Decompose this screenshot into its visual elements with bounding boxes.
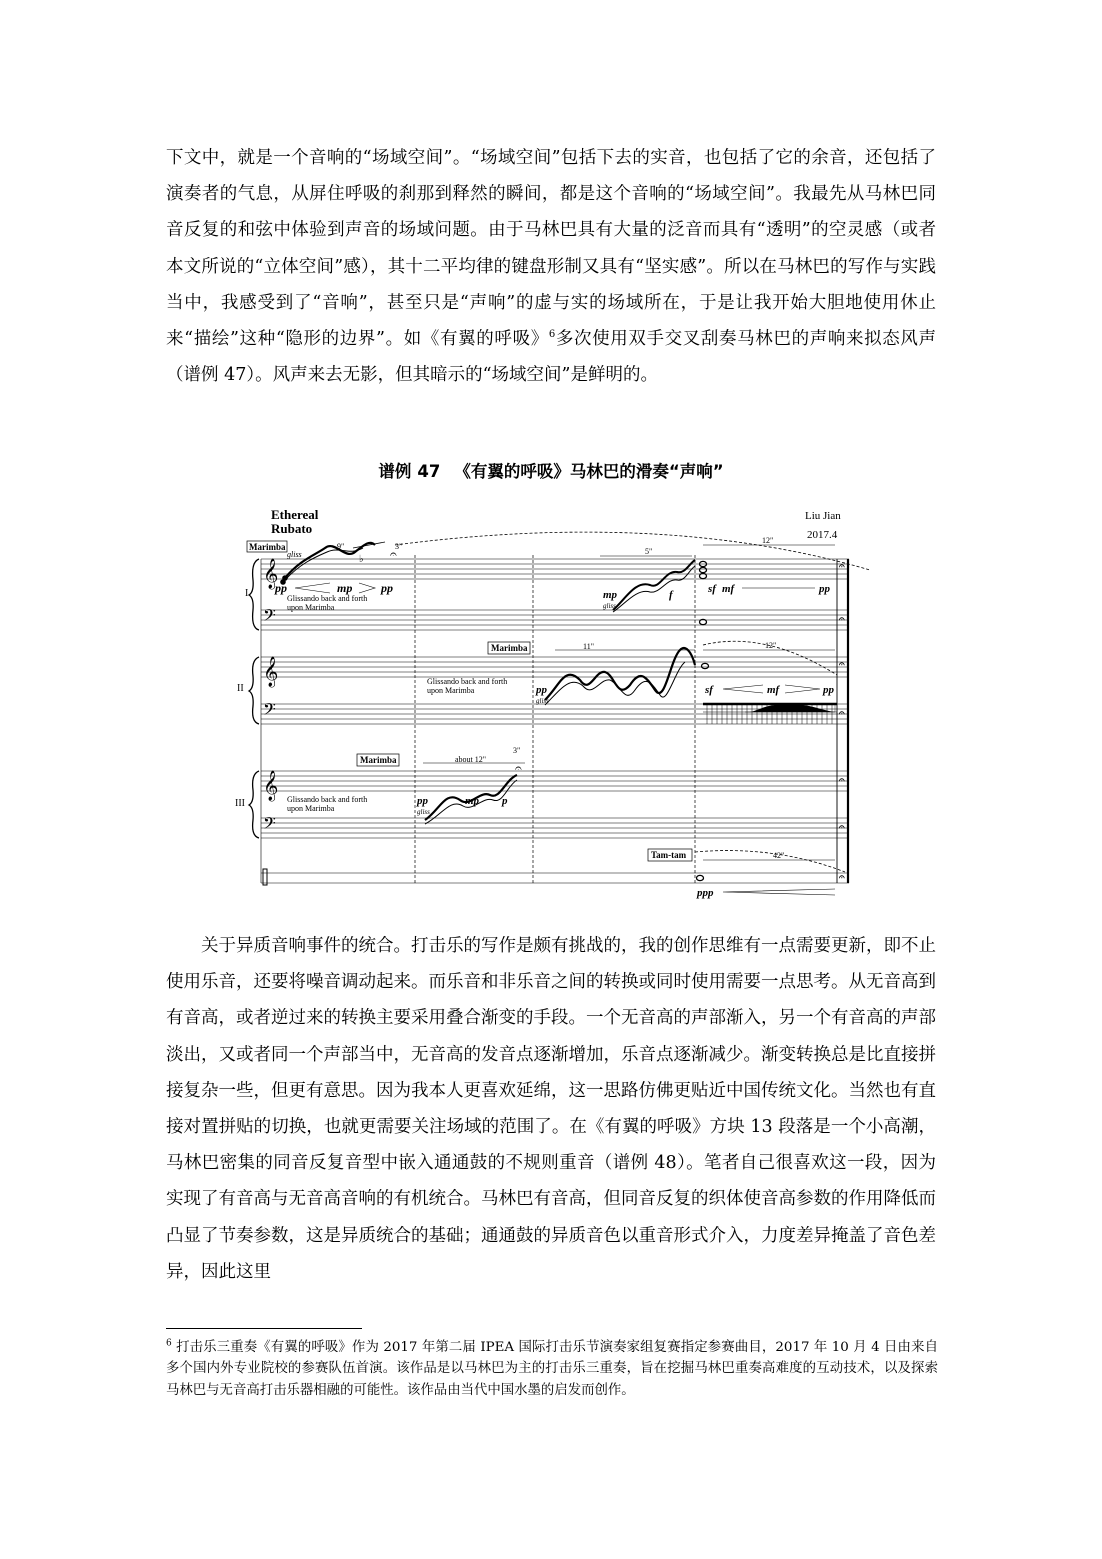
svg-text:𝄐: 𝄐 [839, 708, 845, 719]
svg-text:12": 12" [765, 641, 777, 650]
tempo-marking-ethereal: Ethereal [271, 507, 319, 522]
part1-section3-gesture [600, 547, 695, 612]
footnote-reference[interactable]: 6 [548, 329, 556, 341]
instrument-label-tamtam [648, 849, 692, 861]
svg-text:mp: mp [603, 589, 618, 601]
paragraph-text-continued: 多次使用双手交叉刮奏马林巴的声响来拟态风声（谱例 47）。风声来去无影，但其暗示的“场域空间”是鲜明的。 [166, 329, 936, 386]
svg-text:Tam-tam: Tam-tam [651, 850, 687, 860]
bass-clef-icon: 𝄢 [263, 815, 276, 837]
part2-section4-tremolo [702, 641, 838, 724]
instrument-label-marimba-1 [247, 541, 287, 552]
svg-text:pp: pp [417, 795, 428, 807]
svg-text:42": 42" [773, 851, 785, 860]
part1-section4-chord [700, 536, 836, 625]
svg-text:9": 9" [337, 542, 345, 551]
svg-text:Glissando back and forth: Glissando back and forth [287, 594, 368, 603]
svg-text:sf: sf [708, 583, 716, 595]
footnote [166, 1337, 938, 1401]
svg-text:pp: pp [275, 581, 287, 595]
body-paragraph-2 [166, 928, 936, 1290]
svg-text:ppp: ppp [697, 887, 714, 899]
svg-text:mp: mp [465, 795, 480, 807]
caption-label: 谱例 [378, 462, 412, 481]
body-paragraph-1 [166, 140, 936, 393]
svg-text:gliss: gliss [417, 808, 430, 816]
part2-gliss-instruction [427, 677, 507, 695]
svg-text:gliss: gliss [603, 602, 616, 610]
instrument-label-marimba-3 [357, 754, 399, 766]
composer-name: Liu Jian [805, 510, 841, 522]
braces [249, 559, 259, 838]
svg-text:upon Marimba: upon Marimba [427, 686, 475, 695]
svg-text:Glissando back and forth: Glissando back and forth [427, 677, 508, 686]
svg-text:f: f [669, 589, 673, 601]
svg-text:11": 11" [583, 642, 594, 651]
svg-text:𝄐: 𝄐 [839, 561, 845, 572]
svg-text:♭: ♭ [359, 554, 364, 565]
svg-text:𝄐: 𝄐 [515, 761, 522, 775]
svg-text:pp: pp [536, 684, 547, 696]
svg-text:upon Marimba: upon Marimba [287, 603, 335, 612]
part2-glissando-gesture [535, 642, 695, 705]
svg-text:p: p [502, 795, 508, 807]
treble-clef-icon: 𝄞 [263, 657, 279, 686]
part1-glissando-gesture [280, 542, 402, 585]
footnote-number: 6 [166, 1338, 172, 1349]
svg-text:3": 3" [513, 746, 521, 755]
fermata-arc-top [395, 532, 870, 570]
part3-glissando-gesture [416, 746, 525, 824]
svg-text:sf: sf [705, 684, 713, 696]
svg-text:𝄐: 𝄐 [390, 547, 397, 561]
tamtam-part [695, 851, 845, 899]
svg-text:gliss: gliss [287, 550, 302, 559]
svg-text:about 12": about 12" [455, 755, 487, 764]
svg-text:5": 5" [645, 547, 653, 556]
svg-text:Marimba: Marimba [249, 542, 286, 552]
svg-text:mp: mp [337, 581, 353, 595]
svg-text:12": 12" [762, 536, 774, 545]
figure-caption [0, 458, 1102, 482]
svg-text:Glissando back and forth: Glissando back and forth [287, 795, 368, 804]
svg-text:pp: pp [819, 583, 830, 595]
part-label-2: II [237, 683, 244, 694]
clefs [263, 558, 278, 837]
paragraph-text: 下文中，就是一个音响的“场域空间”。“场域空间”包括下去的实音，也包括了它的余音，还包括了演奏者的气息，从屏住呼吸的刹那到释然的瞬间，都是这个音响的“场域空间”。我最先从马林巴同音反复的和弦中体验到声音的场域问题。由于马林巴具有大量的泛音而具有“透明”的空灵感（或者本文所说的“立体空间”感），其十二平均律的键盘形制又具有“坚实感”。所以在马林巴的写作与实践当中，我感受到了“音响”，甚至只是“声响”的虚与实的场域所在，于是让我开始大胆地使用休止来“描绘”这种“隐形的边界”。如《有翼的呼吸》 [166, 148, 936, 350]
caption-title: 《有翼的呼吸》马林巴的滑奏“声响” [454, 462, 724, 481]
svg-text:upon Marimba: upon Marimba [287, 804, 335, 813]
svg-text:mf: mf [722, 583, 735, 595]
staff-system [261, 559, 849, 883]
svg-text:Marimba: Marimba [491, 643, 528, 653]
svg-text:𝄐: 𝄐 [839, 659, 845, 670]
part-label-3: III [235, 798, 245, 809]
paragraph-text: 关于异质音响事件的统合。打击乐的写作是颇有挑战的，我的创作思维有一点需要更新，即不止使用乐音，还要将噪音调动起来。而乐音和非乐音之间的转换或同时使用需要一点思考。从无音高到有音高，或者逆过来的转换主要采用叠合渐变的手段。一个无音高的声部渐入，另一个有音高的声部淡出，又或者同一个声部当中，无音高的发音点逐渐增加，乐音点逐渐减少。渐变转换总是比直接拼接复杂一些，但更有意思。因为我本人更喜欢延绵，这一思路仿佛更贴近中国传统文化。当然也有直接对置拼贴的切换，也就更需要关注场域的范围了。在《有翼的呼吸》方块 13 段落是一个小高潮，马林巴密集的同音反复音型中嵌入通通鼓的不规则重音（谱例 48）。笔者自己很喜欢这一段，因为实现了有音高与无音高音响的有机统合。马林巴有音高，但同音反复的织体使音高参数的作用降低而凸显了节奏参数，这是异质统合的基础；通通鼓的异质音色以重音形式介入，力度差异掩盖了音色差异，因此这里 [166, 936, 936, 1282]
part1-gliss-instruction [287, 594, 367, 612]
svg-text:gliss: gliss [536, 697, 549, 705]
part1-dynamics [274, 581, 393, 595]
svg-text:𝄐: 𝄐 [839, 822, 845, 833]
part-label-1: I [245, 588, 249, 599]
treble-clef-icon: 𝄞 [263, 771, 279, 800]
end-marks [838, 561, 845, 883]
music-score-figure [235, 500, 865, 899]
svg-text:Marimba: Marimba [360, 755, 397, 765]
bass-clef-icon: 𝄢 [263, 701, 276, 723]
footnote-divider [166, 1328, 362, 1329]
bass-clef-icon: 𝄢 [263, 607, 276, 629]
svg-text:𝄐: 𝄐 [839, 775, 845, 786]
svg-text:mf: mf [767, 684, 780, 696]
section-dividers [415, 555, 695, 885]
treble-clef-icon: 𝄞 [263, 559, 279, 588]
svg-text:pp: pp [823, 684, 834, 696]
caption-number: 47 [417, 462, 441, 481]
part3-gliss-instruction [287, 795, 367, 813]
footnote-text: 打击乐三重奏《有翼的呼吸》作为 2017 年第二届 IPEA 国际打击乐节演奏家组复赛指定参赛曲目，2017 年 10 月 4 日由来自多个国内外专业院校的参赛队伍首演。该作品是以马林巴为主的打击乐三重奏，旨在挖掘马林巴重奏高难度的互动技术，以及探索马林巴与无音高打击乐器相融的可能性。该作品由当代中国水墨的启发而创作。 [166, 1340, 938, 1398]
tempo-marking-rubato: Rubato [271, 521, 313, 536]
svg-text:3": 3" [395, 542, 403, 551]
svg-text:𝄐: 𝄐 [839, 872, 845, 883]
percussion-clef-icon [263, 869, 267, 885]
svg-text:𝄐: 𝄐 [839, 614, 845, 625]
svg-text:pp: pp [381, 581, 393, 595]
instrument-label-marimba-2 [488, 642, 530, 654]
composition-date: 2017.4 [807, 529, 838, 541]
